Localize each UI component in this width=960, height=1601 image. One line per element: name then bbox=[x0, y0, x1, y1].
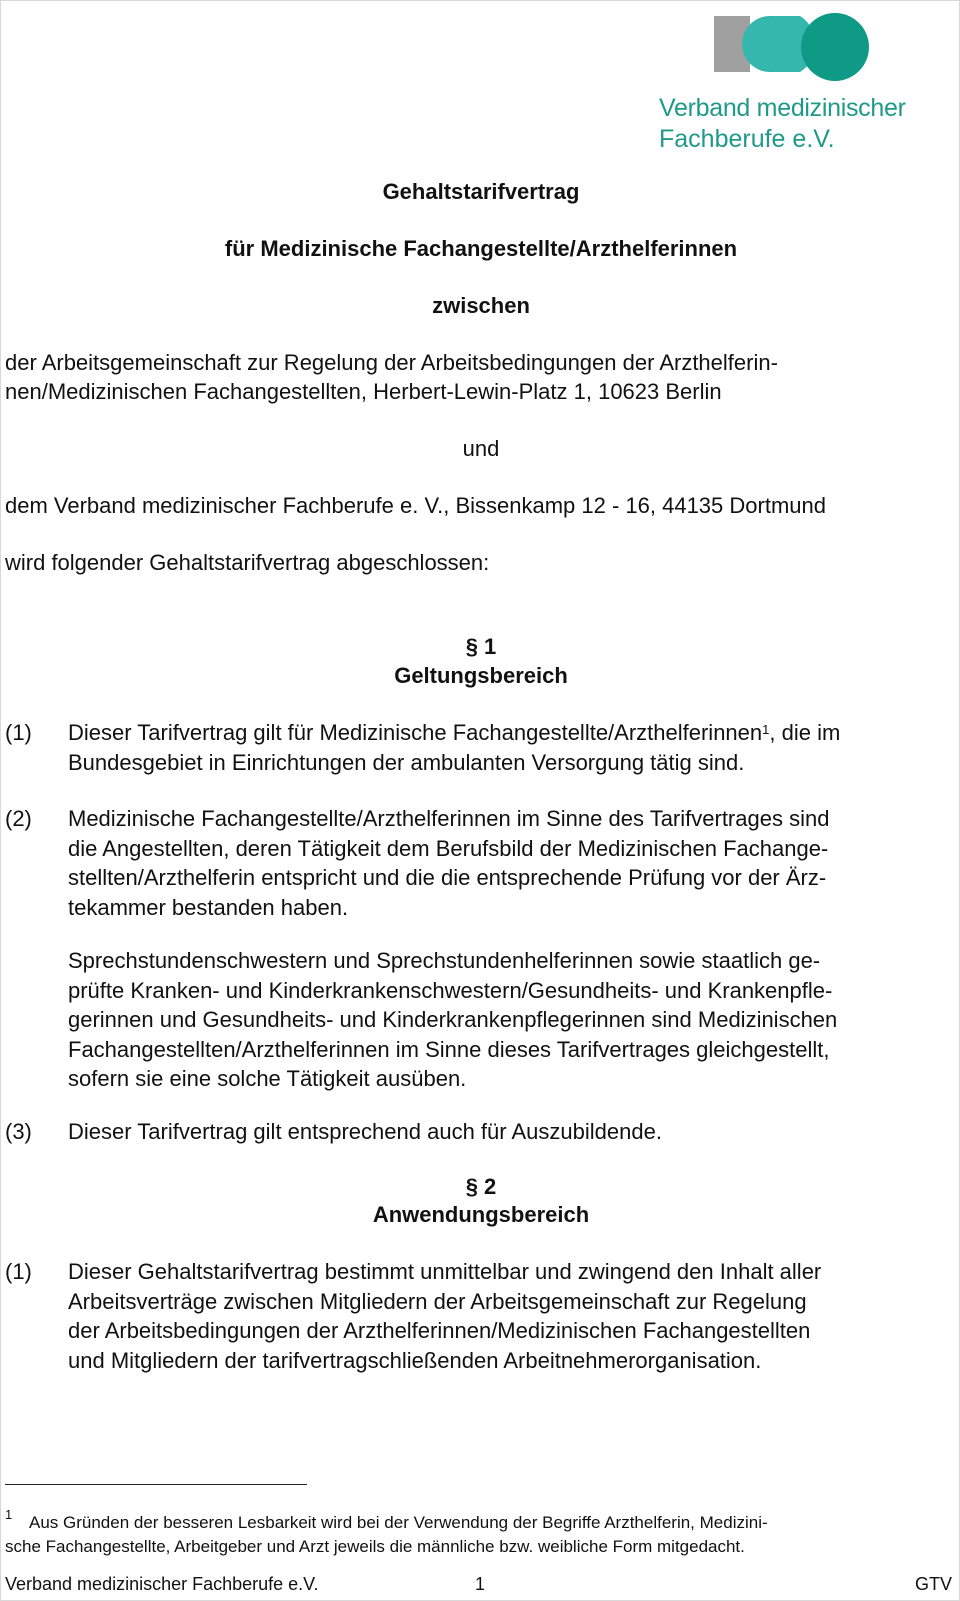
paragraph-text: Dieser Tarifvertrag gilt für Medizinische Fachangestellte/Arzthelferinnen bbox=[68, 720, 763, 745]
section-2-number: § 2 bbox=[465, 1174, 497, 1199]
organization-logo bbox=[659, 11, 959, 161]
paragraph-line: Dieser Tarifvertrag gilt entsprechend auch für Auszubildende. bbox=[68, 1119, 662, 1144]
section-2-paragraph-1 bbox=[68, 1257, 960, 1375]
footnote-number: 1 bbox=[5, 1507, 13, 1522]
paragraph-line: und Mitgliedern der tarifvertragschließenden Arbeitnehmerorganisation. bbox=[68, 1347, 762, 1373]
footnote-text bbox=[5, 1511, 959, 1559]
paragraph-line: die Angestellten, deren Tätigkeit dem Berufsbild der Medizinischen Fachange- bbox=[68, 835, 829, 861]
footer-document-code: GTV bbox=[915, 1574, 953, 1594]
paragraph-line: prüfte Kranken- und Kinderkrankenschwestern/Gesundheits- und Krankenpfle- bbox=[68, 977, 833, 1003]
between-label: zwischen bbox=[432, 293, 530, 318]
logo-mark-icon bbox=[714, 11, 954, 83]
section-1-number: § 1 bbox=[465, 634, 497, 659]
document-subtitle: für Medizinische Fachangestellte/Arzthelferinnen bbox=[224, 236, 738, 261]
logo-wordmark bbox=[659, 93, 959, 155]
party-1 bbox=[5, 348, 778, 406]
section-1-paragraph-2 bbox=[68, 804, 960, 922]
party-1-line: der Arbeitsgemeinschaft zur Regelung der Arbeitsbedingungen der Arzthelferin- bbox=[5, 350, 778, 375]
paragraph-text: , die im bbox=[769, 720, 841, 745]
footnote-line: Aus Gründen der besseren Lesbarkeit wird bei der Verwendung der Begriffe Arzthelferin, Medizini- bbox=[29, 1513, 768, 1532]
section-1-paragraph-3 bbox=[68, 1117, 960, 1147]
paragraph-line: sofern sie eine solche Tätigkeit ausüben. bbox=[68, 1066, 467, 1091]
footnote-divider bbox=[5, 1484, 307, 1485]
paragraph-line: der Arbeitsbedingungen der Arzthelferinnen/Medizinischen Fachangestellten bbox=[68, 1318, 811, 1343]
footnote-reference[interactable]: 1 bbox=[762, 722, 770, 737]
paragraph-number: (2) bbox=[5, 806, 32, 831]
paragraph-text: Bundesgebiet in Einrichtungen der ambulanten Versorgung tätig sind. bbox=[68, 749, 745, 775]
paragraph-line: stellten/Arzthelferin entspricht und die die entsprechende Prüfung vor der Ärz- bbox=[68, 865, 827, 890]
paragraph-line: Dieser Gehaltstarifvertrag bestimmt unmittelbar und zwingend den Inhalt aller bbox=[68, 1259, 822, 1284]
section-1-paragraph-1 bbox=[68, 718, 960, 777]
paragraph-line: tekammer bestanden haben. bbox=[68, 894, 349, 920]
paragraph-number: (1) bbox=[5, 720, 32, 745]
party-1-line: nen/Medizinischen Fachangestellten, Herbert-Lewin-Platz 1, 10623 Berlin bbox=[5, 379, 722, 404]
logo-text-line1: Verband medizinischer bbox=[659, 94, 906, 122]
logo-text-line2: Fachberufe e.V. bbox=[659, 125, 835, 153]
paragraph-line: Sprechstundenschwestern und Sprechstundenhelferinnen sowie staatlich ge- bbox=[68, 948, 821, 973]
party-2: dem Verband medizinischer Fachberufe e. V., Bissenkamp 12 - 16, 44135 Dortmund bbox=[5, 493, 826, 518]
intro-text: wird folgender Gehaltstarifvertrag abgeschlossen: bbox=[5, 550, 490, 575]
section-2-heading: Anwendungsbereich bbox=[372, 1202, 590, 1227]
paragraph-line: Arbeitsverträge zwischen Mitgliedern der Arbeitsgemeinschaft zur Regelung bbox=[68, 1288, 807, 1314]
paragraph-number: (3) bbox=[5, 1119, 32, 1144]
document-title: Gehaltstarifvertrag bbox=[382, 179, 580, 204]
and-label: und bbox=[462, 436, 500, 461]
paragraph-line: Fachangestellten/Arzthelferinnen im Sinne dieses Tarifvertrages gleichgestellt, bbox=[68, 1036, 830, 1062]
paragraph-line: Medizinische Fachangestellte/Arzthelferinnen im Sinne des Tarifvertrages sind bbox=[68, 806, 830, 831]
section-1-paragraph-2b bbox=[68, 946, 960, 1094]
paragraph-line: gerinnen und Gesundheits- und Kinderkrankenpflegerinnen sind Medizinischen bbox=[68, 1007, 838, 1032]
footer-organization: Verband medizinischer Fachberufe e.V. bbox=[5, 1574, 319, 1594]
footer-page-number: 1 bbox=[475, 1574, 486, 1594]
footnote-line: sche Fachangestellte, Arbeitgeber und Arzt jeweils die männliche bzw. weibliche Form mitgedacht. bbox=[5, 1537, 745, 1556]
paragraph-number: (1) bbox=[5, 1259, 32, 1284]
section-1-heading: Geltungsbereich bbox=[394, 663, 568, 688]
